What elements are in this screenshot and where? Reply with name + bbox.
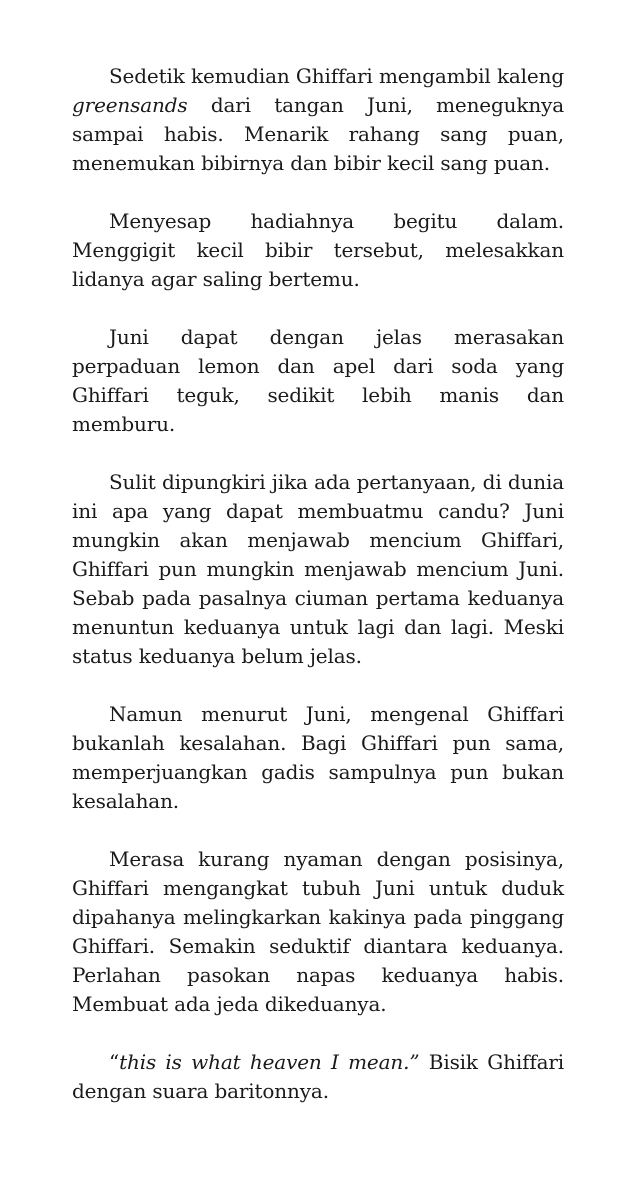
paragraph-7	[72, 1048, 564, 1106]
paragraph-4: Sulit dipungkiri jika ada pertanyaan, di dunia ini apa yang dapat membuatmu candu? Juni mungkin akan menjawab mencium Ghiffari, Ghiffari pun mungkin menjawab mencium Juni. Sebab pada pasalnya ciuman pertama keduanya menuntun keduanya untuk lagi dan lagi. Meski status keduanya belum jelas.	[72, 470, 564, 668]
paragraph-1	[72, 62, 564, 178]
paragraph-1-text-end: dari tangan Juni, meneguknya sampai habis. Menarik rahang sang puan, menemukan bibirnya dan bibir kecil sang puan.	[72, 93, 564, 175]
paragraph-7-text-end: Bisik Ghiffari dengan suara baritonnya.	[72, 1050, 565, 1103]
paragraph-7-open-quote: “	[109, 1050, 120, 1074]
paragraph-1-text-start: Sedetik kemudian Ghiffari mengambil kaleng	[109, 64, 564, 88]
paragraph-6: Merasa kurang nyaman dengan posisinya, Ghiffari mengangkat tubuh Juni untuk duduk dipahanya melingkarkan kakinya pada pinggang Ghiffari. Semakin seduktif diantara keduanya. Perlahan pasokan napas keduanya habis. Membuat ada jeda dikeduanya.	[72, 847, 564, 1016]
paragraph-5: Namun menurut Juni, mengenal Ghiffari bukanlah kesalahan. Bagi Ghiffari pun sama, memperjuangkan gadis sampulnya pun bukan kesalahan.	[72, 702, 564, 813]
paragraph-1-italic-word: greensands	[72, 93, 188, 117]
paragraph-3: Juni dapat dengan jelas merasakan perpaduan lemon dan apel dari soda yang Ghiffari teguk, sedikit lebih manis dan memburu.	[72, 325, 564, 436]
paragraph-7-italic-quote: this is what heaven I mean.”	[119, 1050, 420, 1074]
story-page	[72, 62, 564, 1106]
paragraph-2: Menyesap hadiahnya begitu dalam. Menggigit kecil bibir tersebut, melesakkan lidanya agar saling bertemu.	[72, 209, 564, 291]
